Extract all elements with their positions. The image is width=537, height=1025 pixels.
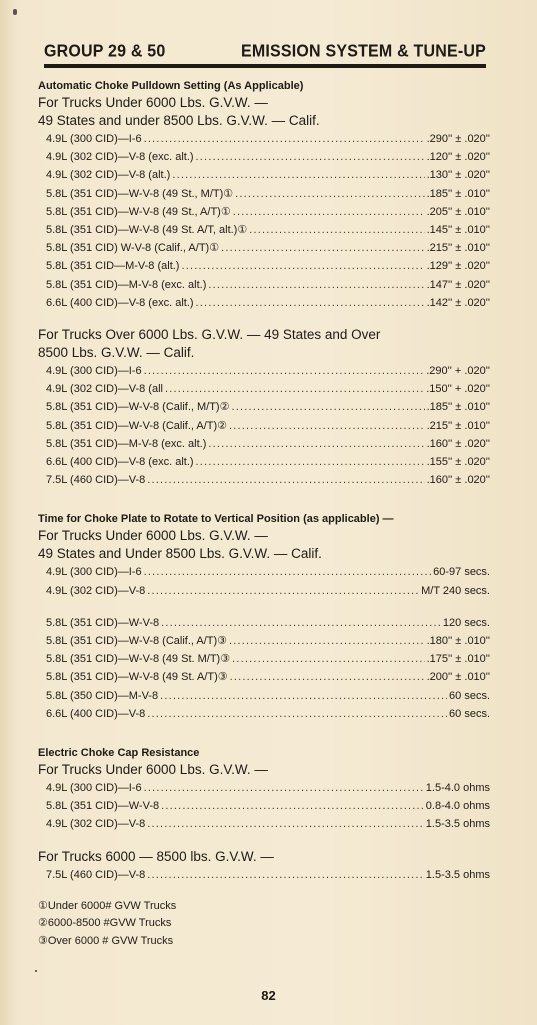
spec-label: 6.6L (400 CID)—V-8 [46, 707, 146, 720]
spec-value: 60 secs. [449, 689, 490, 702]
spec-row [38, 453, 490, 471]
ink-speck [35, 970, 37, 972]
spec-label: 5.8L (351 CID) W-V-8 (Calif., A/T)① [46, 242, 220, 255]
spec-row [38, 866, 490, 884]
spec-value: .180'' ± .010'' [426, 635, 490, 648]
leader-dots [161, 797, 424, 815]
spec-row [38, 398, 490, 416]
spec-value: .290'' + .020'' [426, 365, 490, 378]
section-gap [38, 723, 490, 745]
spec-content [38, 78, 490, 950]
spec-value: .200'' ± .010'' [426, 671, 490, 684]
leader-dots [181, 257, 424, 275]
spec-row [38, 166, 490, 184]
leader-dots [230, 668, 425, 686]
spec-label: 5.8L (351 CID)—W-V-8 (Calif., M/T)② [46, 401, 230, 414]
section-title: Electric Choke Cap Resistance [38, 747, 200, 760]
spec-value: .129'' ± .020'' [426, 260, 490, 273]
spec-value: 0.8-4.0 ohms [425, 800, 490, 813]
leader-dots [144, 130, 425, 148]
leader-dots [196, 148, 425, 166]
spec-value: .145'' ± .010'' [426, 224, 490, 237]
group-subtitle: For Trucks Under 6000 Lbs. G.V.W. — [38, 528, 268, 544]
spec-label: 6.6L (400 CID)—V-8 (exc. alt.) [46, 296, 194, 309]
spec-row [38, 130, 490, 148]
spec-label: 7.5L (460 CID)—V-8 [46, 868, 146, 881]
group-subtitle: 8500 Lbs. G.V.W. — Calif. [38, 345, 195, 361]
spec-label: 4.9L (300 CID)—I-6 [46, 566, 142, 579]
spec-row [38, 294, 490, 312]
spec-label: 5.8L (351 CID)—W-V-8 [46, 800, 160, 813]
page-header [44, 28, 486, 62]
leader-dots [160, 687, 447, 705]
spec-value: .160'' ± .020'' [426, 437, 490, 450]
group-gap [38, 600, 490, 614]
spec-label: 5.8L (351 CID)—W-V-8 (Calif., A/T)③ [46, 635, 228, 648]
group-subtitle: For Trucks 6000 — 8500 lbs. G.V.W. — [38, 848, 274, 864]
spec-label: 7.5L (460 CID)—V-8 [46, 474, 146, 487]
spec-value: .142'' ± .020'' [426, 296, 490, 309]
spec-row [38, 380, 490, 398]
spec-label: 5.8L (351 CID)—W-V-8 (Calif., A/T)② [46, 419, 228, 432]
spec-value: .147'' ± .020'' [426, 278, 490, 291]
page-number: 82 [261, 988, 276, 1003]
spec-value: .215'' ± .010'' [426, 242, 490, 255]
spec-row [38, 797, 490, 815]
spec-label: 4.9L (302 CID)—V-8 [46, 818, 146, 831]
spec-label: 5.8L (351 CID)—W-V-8 (49 St. A/T)③ [46, 671, 228, 684]
leader-dots [144, 362, 425, 380]
spec-label: 5.8L (351 CID)—W-V-8 (49 St., M/T)① [46, 187, 234, 200]
footnote: ③Over 6000 # GVW Trucks [38, 934, 174, 947]
spec-label: 4.9L (300 CID)—I-6 [46, 133, 142, 145]
spec-label: 4.9L (302 CID)—V-8 [46, 584, 146, 597]
leader-dots [147, 705, 447, 723]
leader-dots [208, 276, 424, 294]
leader-dots [165, 380, 424, 398]
spec-row [38, 221, 490, 239]
spec-label: 4.9L (302 CID)—V-8 (exc. alt.) [46, 151, 194, 164]
spec-value: .205'' ± .010'' [426, 205, 490, 218]
leader-dots [235, 185, 424, 203]
spec-row [38, 563, 490, 581]
spec-label: 4.9L (300 CID)—I-6 [46, 365, 142, 378]
leader-dots [196, 453, 425, 471]
leader-dots [249, 221, 424, 239]
spec-row [38, 632, 490, 650]
spec-value: 60 secs. [449, 707, 490, 720]
leader-dots [229, 417, 425, 435]
header-rule [44, 64, 486, 68]
spec-value: .290'' ± .020'' [426, 133, 490, 145]
group-gap [38, 312, 490, 326]
spec-value: .150'' + .020'' [426, 383, 490, 396]
group-subtitle: For Trucks Over 6000 Lbs. G.V.W. — 49 States and Over [38, 327, 381, 343]
leader-dots [147, 471, 424, 489]
spec-label: 4.9L (300 CID)—I-6 [46, 782, 142, 795]
spec-row [38, 779, 490, 797]
spec-row [38, 705, 490, 723]
spec-value: .160'' ± .020'' [426, 474, 490, 487]
leader-dots [147, 866, 424, 884]
spec-row [38, 471, 490, 489]
spec-label: 5.8L (351 CID)—W-V-8 (49 St., A/T)① [46, 205, 231, 218]
spec-label: 5.8L (351 CID—M-V-8 (alt.) [46, 260, 180, 273]
leader-dots [231, 398, 424, 416]
leader-dots [232, 650, 425, 668]
leader-dots [144, 563, 432, 581]
spec-row [38, 185, 490, 203]
spec-row [38, 148, 490, 166]
spec-value: 1.5-3.5 ohms [425, 818, 490, 831]
spec-value: .175'' ± .010'' [426, 653, 490, 666]
spec-row [38, 276, 490, 294]
spec-value: 1.5-3.5 ohms [425, 868, 490, 881]
group-subtitle: For Trucks Under 6000 Lbs. G.V.W. — [38, 95, 268, 110]
spec-label: 5.8L (351 CID)—W-V-8 (49 St. A/T, alt.)① [46, 224, 248, 237]
spec-value: 1.5-4.0 ohms [425, 782, 490, 795]
leader-dots [147, 815, 424, 833]
footnotes [38, 898, 490, 951]
spec-value: M/T 240 secs. [421, 584, 490, 597]
footnote: ①Under 6000# GVW Trucks [38, 899, 177, 912]
leader-dots [229, 632, 425, 650]
spec-value: 120 secs. [442, 616, 490, 629]
section-gap [38, 489, 490, 511]
leader-dots [144, 779, 424, 797]
spec-row [38, 257, 490, 275]
spec-row [38, 239, 490, 257]
leader-dots [196, 294, 425, 312]
spec-value: .185'' ± .010'' [426, 401, 490, 414]
spec-row [38, 668, 490, 686]
spec-label: 5.8L (351 CID)—W-V-8 [46, 616, 160, 629]
leader-dots [233, 203, 425, 221]
spec-label: 4.9L (302 CID)—V-8 (alt.) [46, 169, 171, 182]
spec-label: 6.6L (400 CID)—V-8 (exc. alt.) [46, 456, 194, 469]
spec-row [38, 614, 490, 632]
spec-label: 5.8L (351 CID)—M-V-8 (exc. alt.) [46, 278, 207, 291]
spec-value: .130'' ± .020'' [426, 169, 490, 182]
spec-value: .215'' ± .010'' [426, 419, 490, 432]
spec-value: .120'' ± .020'' [426, 151, 490, 164]
spec-row [38, 417, 490, 435]
spec-value: .155'' ± .020'' [426, 456, 490, 469]
footnote: ②6000-8500 #GVW Trucks [38, 917, 172, 930]
spec-label: 5.8L (351 CID)—M-V-8 (exc. alt.) [46, 437, 207, 450]
spec-label: 5.8L (350 CID)—M-V-8 [46, 689, 159, 702]
spec-row [38, 815, 490, 833]
spec-label: 4.9L (302 CID)—V-8 (all [46, 383, 163, 396]
group-subtitle: 49 States and Under 8500 Lbs. G.V.W. — Calif. [38, 546, 322, 562]
spec-row [38, 687, 490, 705]
leader-dots [172, 166, 424, 184]
section-title: Automatic Choke Pulldown Setting (As Applicable) [38, 80, 304, 92]
spec-value: 60-97 secs. [433, 566, 490, 579]
leader-dots [221, 239, 425, 257]
spec-row [38, 650, 490, 668]
leader-dots [161, 614, 441, 632]
header-section-title: EMISSION SYSTEM & TUNE-UP [240, 41, 486, 61]
section-title: Time for Choke Plate to Rotate to Vertical Position (as applicable) — [38, 513, 394, 526]
group-gap [38, 834, 490, 848]
spec-value: .185'' ± .010'' [426, 187, 490, 200]
spec-row [38, 582, 490, 600]
group-subtitle: 49 States and under 8500 Lbs. G.V.W. — Calif. [38, 113, 320, 128]
spec-row [38, 203, 490, 221]
spec-label: 5.8L (351 CID)—W-V-8 (49 St. M/T)③ [46, 653, 231, 666]
leader-dots [147, 582, 419, 600]
group-subtitle: For Trucks Under 6000 Lbs. G.V.W. — [38, 762, 268, 778]
header-group: GROUP 29 & 50 [44, 41, 166, 61]
spec-row [38, 362, 490, 380]
leader-dots [208, 435, 424, 453]
spec-row [38, 435, 490, 453]
ink-mark [13, 9, 17, 15]
